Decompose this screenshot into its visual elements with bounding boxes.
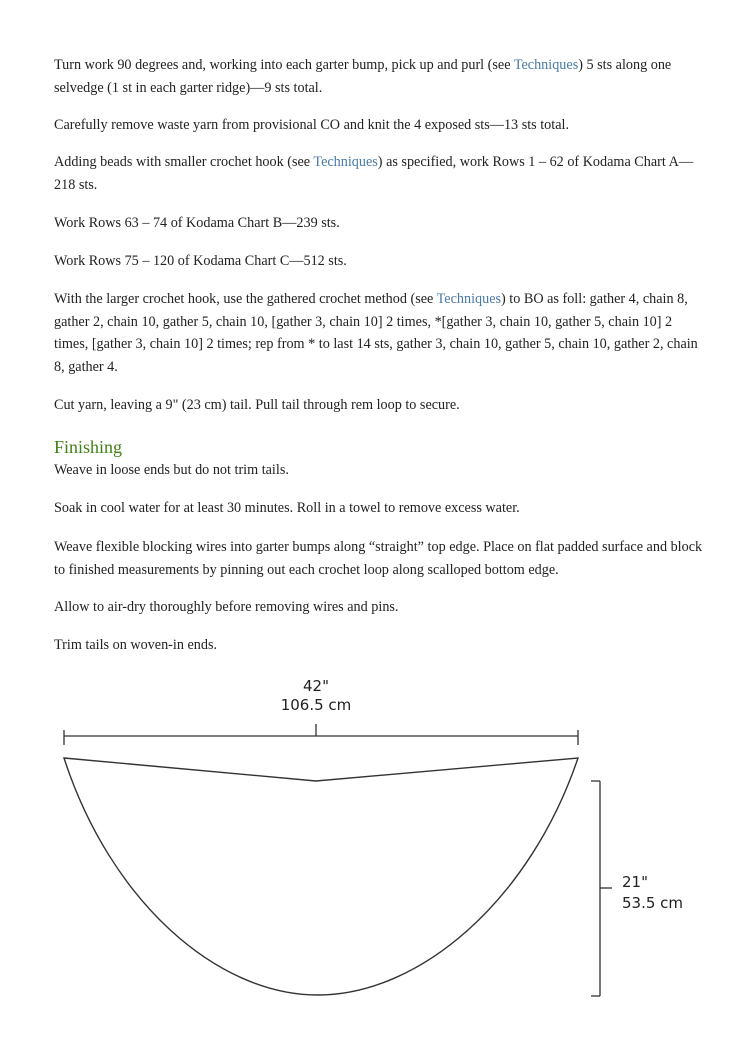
techniques-link[interactable]: Techniques bbox=[513, 57, 579, 73]
shawl-outline bbox=[64, 758, 578, 995]
instruction-paragraph-remove-waste: Carefully remove waste yarn from provisional CO and knit the 4 exposed sts—13 sts total. bbox=[54, 117, 569, 133]
techniques-link[interactable]: Techniques bbox=[436, 291, 502, 307]
instruction-paragraph-bind-off: With the larger crochet hook, use the gathered crochet method (see Techniques) to BO as foll: gather 4, chain 8, gather 2, chain 10, gather 5, chain 10, [gather 3, chain 10] 2 times, *[gather 3, chain 10, gather 5, chain 10] 2 times, [gather 3, chain 10] 2 times; rep from * to last 14 sts, gather 3, chain 10, gather 5, chain 10, gather 2, chain 8, gather 4. bbox=[54, 291, 698, 375]
shawl-schematic bbox=[0, 660, 750, 1060]
finishing-paragraph-air-dry: Allow to air-dry thoroughly before removing wires and pins. bbox=[54, 599, 399, 615]
finishing-paragraph-block: Weave flexible blocking wires into garter bumps along “straight” top edge. Place on flat padded surface and block to finished measurements by pinning out each crochet loop along scalloped bottom edge. bbox=[54, 539, 703, 578]
finishing-paragraph-weave-ends: Weave in loose ends but do not trim tails. bbox=[54, 462, 289, 478]
depth-cm-label: 53.5 cm bbox=[622, 894, 684, 912]
finishing-paragraph-soak: Soak in cool water for at least 30 minutes. Roll in a towel to remove excess water. bbox=[54, 500, 520, 516]
finishing-heading: Finishing bbox=[54, 437, 123, 457]
instruction-paragraph-chart-c: Work Rows 75 – 120 of Kodama Chart C—512 sts. bbox=[54, 253, 347, 269]
techniques-link[interactable]: Techniques bbox=[313, 154, 378, 170]
width-dimension-bracket bbox=[64, 724, 578, 745]
width-cm-label: 106.5 cm bbox=[280, 696, 352, 714]
instruction-paragraph-chart-a: Adding beads with smaller crochet hook (see Techniques) as specified, work Rows 1 – 62 of Kodama Chart A—218 sts. bbox=[54, 154, 694, 193]
instruction-paragraph-pickup: Turn work 90 degrees and, working into each garter bump, pick up and purl (see Techniques) 5 sts along one selvedge (1 st in each garter ridge)—9 sts total. bbox=[54, 57, 672, 96]
width-inches-label: 42" bbox=[303, 677, 329, 695]
depth-inches-label: 21" bbox=[622, 873, 648, 891]
instruction-paragraph-chart-b: Work Rows 63 – 74 of Kodama Chart B—239 sts. bbox=[54, 215, 340, 231]
instruction-paragraph-cut-yarn: Cut yarn, leaving a 9" (23 cm) tail. Pull tail through rem loop to secure. bbox=[54, 397, 460, 413]
finishing-paragraph-trim: Trim tails on woven-in ends. bbox=[54, 637, 218, 653]
depth-dimension-bracket bbox=[591, 781, 612, 996]
